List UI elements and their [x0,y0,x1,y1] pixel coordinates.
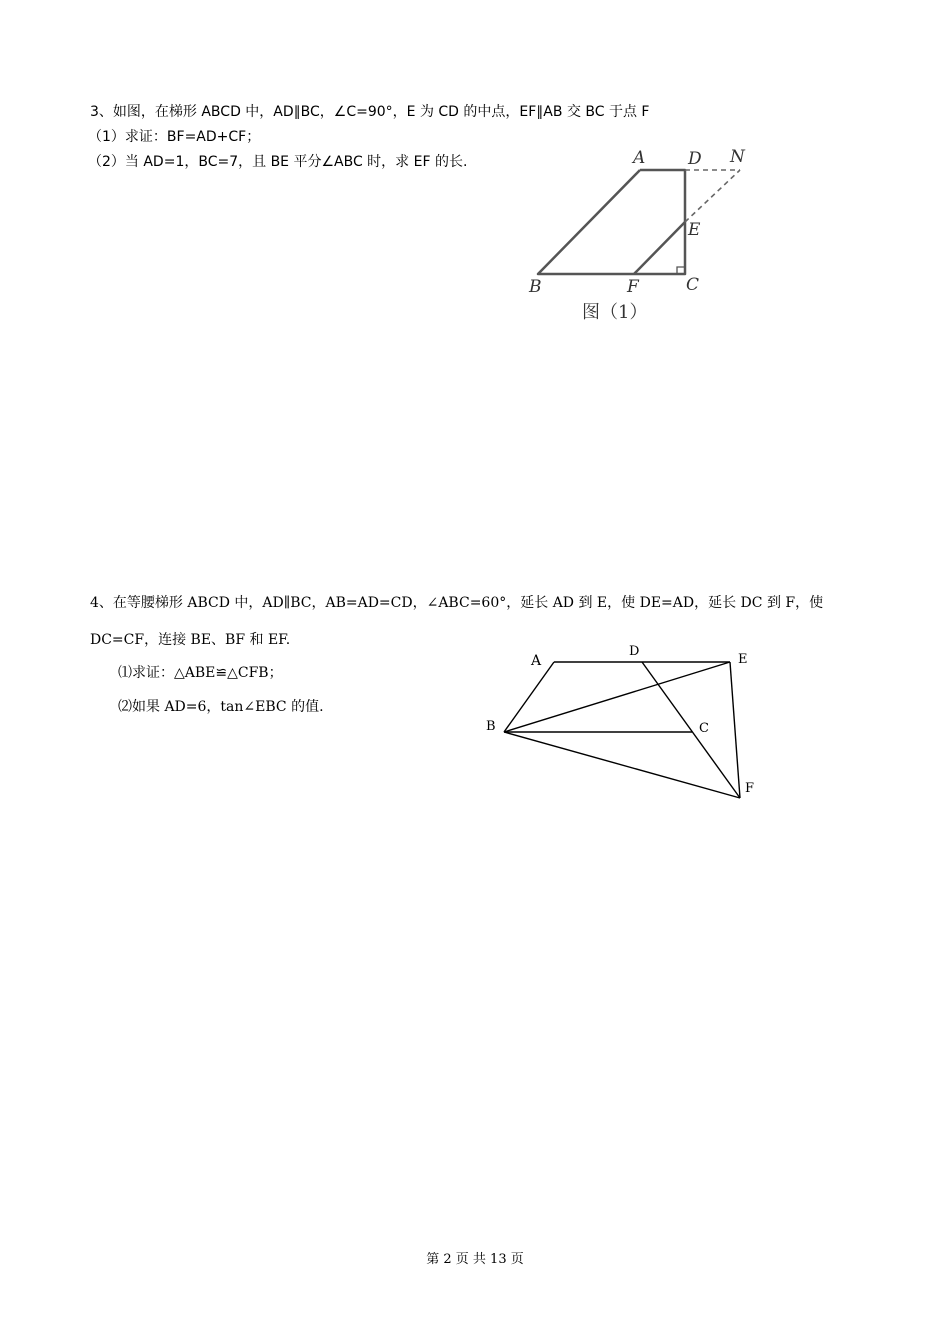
problem4-part1: ⑴求证：△ABE≌△CFB； [118,665,283,681]
label-a: A [633,148,646,168]
problem4-statement-line1: 4、在等腰梯形 ABCD 中，AD∥BC，AB=AD=CD，∠ABC=60°，延长 AD 到 E，使 DE=AD，延长 DC 到 F，使 [90,595,824,611]
dashed-en [685,170,740,222]
label-c: C [699,721,709,736]
problem3-part2: （2）当 AD=1，BC=7，且 BE 平分∠ABC 时，求 EF 的长. [88,154,468,170]
label-d: D [688,149,702,169]
label-n: N [730,147,745,167]
segment-ab [504,662,554,732]
segment-ef [634,222,685,274]
label-a: A [531,653,542,669]
label-f: F [627,277,639,297]
label-d: D [629,644,640,659]
problem4-figure [470,635,770,810]
label-e: E [738,652,748,667]
page-footer: 第 2 页 共 13 页 [426,1252,524,1267]
problem4-part2: ⑵如果 AD=6，tan∠EBC 的值. [118,699,324,715]
segment-ef [730,662,740,798]
label-c: C [686,275,700,295]
segment-bf [504,732,740,798]
problem4-statement-line2: DC=CF，连接 BE、BF 和 EF. [90,632,291,648]
trapezoid-abcd [538,170,685,274]
problem3-part1: （1）求证：BF=AD+CF； [88,129,261,145]
segment-be [504,662,730,732]
problem3-figure [520,140,770,330]
figure-caption: 图（1） [582,302,648,323]
label-b: B [486,719,496,734]
segment-df [642,662,740,798]
problem3-statement: 3、如图，在梯形 ABCD 中，AD∥BC，∠C=90°，E 为 CD 的中点，EF∥AB 交 BC 于点 F [90,104,650,120]
label-f: F [745,781,755,796]
label-b: B [529,277,542,297]
label-e: E [688,220,701,240]
